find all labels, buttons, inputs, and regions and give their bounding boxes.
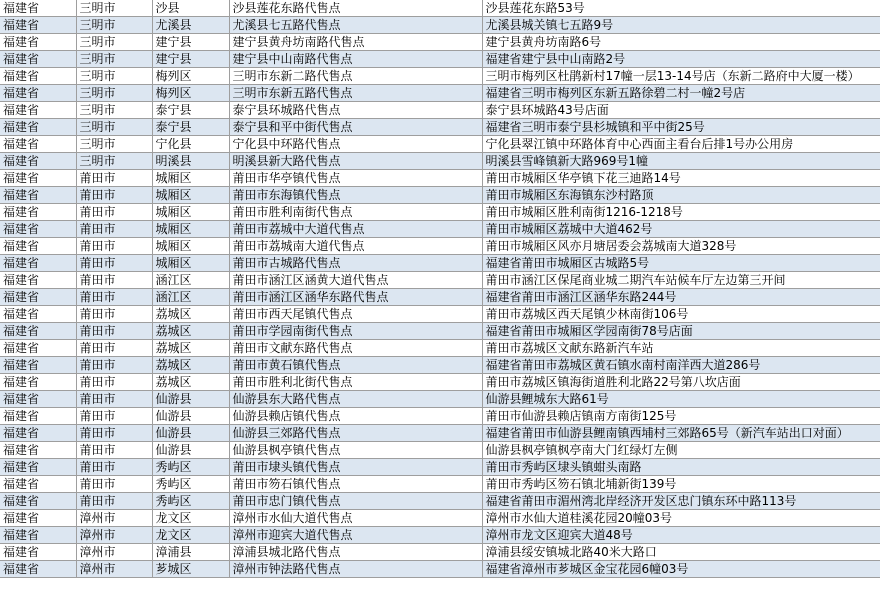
province-cell[interactable]: 福建省 (0, 17, 76, 34)
address-cell[interactable]: 尤溪县城关镇七五路9号 (482, 17, 880, 34)
province-cell[interactable]: 福建省 (0, 272, 76, 289)
city-cell[interactable]: 三明市 (76, 68, 152, 85)
table-row (0, 17, 880, 34)
table-row (0, 493, 880, 510)
province-cell[interactable]: 福建省 (0, 85, 76, 102)
outlet-name-cell[interactable]: 泰宁县环城路代售点 (229, 102, 482, 119)
address-cell[interactable]: 福建省莆田市涵江区涵华东路244号 (482, 289, 880, 306)
province-cell[interactable]: 福建省 (0, 170, 76, 187)
district-cell[interactable]: 城厢区 (152, 170, 229, 187)
table-row (0, 51, 880, 68)
city-cell[interactable]: 漳州市 (76, 544, 152, 561)
address-cell[interactable]: 福建省莆田市城厢区古城路5号 (482, 255, 880, 272)
outlet-name-cell[interactable]: 沙县莲花东路代售点 (229, 0, 482, 17)
city-cell[interactable]: 三明市 (76, 153, 152, 170)
district-cell[interactable]: 明溪县 (152, 153, 229, 170)
city-cell[interactable]: 莆田市 (76, 357, 152, 374)
district-cell[interactable]: 荔城区 (152, 374, 229, 391)
city-cell[interactable]: 三明市 (76, 17, 152, 34)
outlet-name-cell[interactable]: 莆田市涵江区涵黄大道代售点 (229, 272, 482, 289)
city-cell[interactable]: 三明市 (76, 136, 152, 153)
address-cell[interactable]: 漳州市水仙大道桂溪花园20幢03号 (482, 510, 880, 527)
table-row (0, 527, 880, 544)
outlet-name-cell[interactable]: 仙游县三郊路代售点 (229, 425, 482, 442)
city-cell[interactable]: 莆田市 (76, 408, 152, 425)
district-cell[interactable]: 荔城区 (152, 357, 229, 374)
address-cell[interactable]: 莆田市秀屿区笏石镇北埔新街139号 (482, 476, 880, 493)
table-row (0, 425, 880, 442)
city-cell[interactable]: 莆田市 (76, 238, 152, 255)
district-cell[interactable]: 宁化县 (152, 136, 229, 153)
city-cell[interactable]: 莆田市 (76, 272, 152, 289)
district-cell[interactable]: 泰宁县 (152, 102, 229, 119)
district-cell[interactable]: 荔城区 (152, 340, 229, 357)
table-row (0, 289, 880, 306)
address-cell[interactable]: 宁化县翠江镇中环路体育中心西面主看台后排1号办公用房 (482, 136, 880, 153)
outlet-name-cell[interactable]: 莆田市文献东路代售点 (229, 340, 482, 357)
province-cell[interactable]: 福建省 (0, 51, 76, 68)
outlet-name-cell[interactable]: 仙游县东大路代售点 (229, 391, 482, 408)
city-cell[interactable]: 三明市 (76, 0, 152, 17)
table-row (0, 85, 880, 102)
district-cell[interactable]: 秀屿区 (152, 493, 229, 510)
address-cell[interactable]: 仙游县枫亭镇枫亭南大门红绿灯左侧 (482, 442, 880, 459)
table-row (0, 0, 880, 17)
city-cell[interactable]: 莆田市 (76, 221, 152, 238)
province-cell[interactable]: 福建省 (0, 289, 76, 306)
district-cell[interactable]: 梅列区 (152, 68, 229, 85)
province-cell[interactable]: 福建省 (0, 136, 76, 153)
city-cell[interactable]: 三明市 (76, 85, 152, 102)
city-cell[interactable]: 莆田市 (76, 425, 152, 442)
outlet-name-cell[interactable]: 明溪县新大路代售点 (229, 153, 482, 170)
outlet-name-cell[interactable]: 漳州市迎宾大道代售点 (229, 527, 482, 544)
outlet-name-cell[interactable]: 三明市东新五路代售点 (229, 85, 482, 102)
table-row (0, 561, 880, 578)
district-cell[interactable]: 秀屿区 (152, 459, 229, 476)
district-cell[interactable]: 涵江区 (152, 272, 229, 289)
district-cell[interactable]: 梅列区 (152, 85, 229, 102)
outlet-name-cell[interactable]: 莆田市涵江区涵华东路代售点 (229, 289, 482, 306)
province-cell[interactable]: 福建省 (0, 493, 76, 510)
outlet-name-cell[interactable]: 莆田市忠门镇代售点 (229, 493, 482, 510)
province-cell[interactable]: 福建省 (0, 391, 76, 408)
district-cell[interactable]: 城厢区 (152, 238, 229, 255)
city-cell[interactable]: 莆田市 (76, 374, 152, 391)
province-cell[interactable]: 福建省 (0, 34, 76, 51)
table-row (0, 136, 880, 153)
province-cell[interactable]: 福建省 (0, 306, 76, 323)
city-cell[interactable]: 莆田市 (76, 170, 152, 187)
address-cell[interactable]: 莆田市秀屿区埭头镇蚶头南路 (482, 459, 880, 476)
district-cell[interactable]: 漳浦县 (152, 544, 229, 561)
table-row (0, 544, 880, 561)
province-cell[interactable]: 福建省 (0, 221, 76, 238)
province-cell[interactable]: 福建省 (0, 153, 76, 170)
outlet-name-cell[interactable]: 仙游县赖店镇代售点 (229, 408, 482, 425)
district-cell[interactable]: 建宁县 (152, 34, 229, 51)
province-cell[interactable]: 福建省 (0, 187, 76, 204)
district-cell[interactable]: 尤溪县 (152, 17, 229, 34)
outlet-name-cell[interactable]: 宁化县中环路代售点 (229, 136, 482, 153)
address-cell[interactable]: 泰宁县环城路43号店面 (482, 102, 880, 119)
province-cell[interactable]: 福建省 (0, 374, 76, 391)
outlet-name-cell[interactable]: 尤溪县七五路代售点 (229, 17, 482, 34)
outlet-name-cell[interactable]: 漳浦县城北路代售点 (229, 544, 482, 561)
city-cell[interactable]: 莆田市 (76, 391, 152, 408)
district-cell[interactable]: 城厢区 (152, 221, 229, 238)
outlet-name-cell[interactable]: 莆田市西天尾镇代售点 (229, 306, 482, 323)
address-cell[interactable]: 漳州市龙文区迎宾大道48号 (482, 527, 880, 544)
district-cell[interactable]: 龙文区 (152, 527, 229, 544)
district-cell[interactable]: 沙县 (152, 0, 229, 17)
outlet-name-cell[interactable]: 莆田市黄石镇代售点 (229, 357, 482, 374)
outlet-name-cell[interactable]: 莆田市古城路代售点 (229, 255, 482, 272)
district-cell[interactable]: 荔城区 (152, 306, 229, 323)
province-cell[interactable]: 福建省 (0, 255, 76, 272)
table-row (0, 34, 880, 51)
province-cell[interactable]: 福建省 (0, 68, 76, 85)
address-cell[interactable]: 建宁县黄舟坊南路6号 (482, 34, 880, 51)
district-cell[interactable]: 龙文区 (152, 510, 229, 527)
address-cell[interactable]: 莆田市城厢区东海镇东沙村路顶 (482, 187, 880, 204)
address-cell[interactable]: 福建省漳州市芗城区金宝花园6幢03号 (482, 561, 880, 578)
address-cell[interactable]: 福建省莆田市城厢区学园南街78号店面 (482, 323, 880, 340)
district-cell[interactable]: 泰宁县 (152, 119, 229, 136)
city-cell[interactable]: 莆田市 (76, 442, 152, 459)
address-cell[interactable]: 莆田市荔城区西天尾镇少林南街106号 (482, 306, 880, 323)
outlet-name-cell[interactable]: 莆田市东海镇代售点 (229, 187, 482, 204)
city-cell[interactable]: 莆田市 (76, 323, 152, 340)
province-cell[interactable]: 福建省 (0, 340, 76, 357)
district-cell[interactable]: 仙游县 (152, 442, 229, 459)
district-cell[interactable]: 涵江区 (152, 289, 229, 306)
city-cell[interactable]: 莆田市 (76, 204, 152, 221)
outlet-name-cell[interactable]: 莆田市华亭镇代售点 (229, 170, 482, 187)
district-cell[interactable]: 城厢区 (152, 204, 229, 221)
table-row (0, 357, 880, 374)
outlet-name-cell[interactable]: 莆田市荔城中大道代售点 (229, 221, 482, 238)
province-cell[interactable]: 福建省 (0, 527, 76, 544)
outlet-name-cell[interactable]: 莆田市埭头镇代售点 (229, 459, 482, 476)
province-cell[interactable]: 福建省 (0, 425, 76, 442)
city-cell[interactable]: 漳州市 (76, 561, 152, 578)
outlet-name-cell[interactable]: 莆田市荔城南大道代售点 (229, 238, 482, 255)
city-cell[interactable]: 莆田市 (76, 493, 152, 510)
address-cell[interactable]: 福建省三明市梅列区东新五路徐碧二村一幢2号店 (482, 85, 880, 102)
province-cell[interactable]: 福建省 (0, 510, 76, 527)
table-row (0, 204, 880, 221)
city-cell[interactable]: 莆田市 (76, 476, 152, 493)
address-cell[interactable]: 莆田市仙游县赖店镇南方南街125号 (482, 408, 880, 425)
district-cell[interactable]: 荔城区 (152, 323, 229, 340)
table-row (0, 459, 880, 476)
table-row (0, 153, 880, 170)
table-row (0, 119, 880, 136)
city-cell[interactable]: 三明市 (76, 34, 152, 51)
outlet-name-cell[interactable]: 莆田市胜利南街代售点 (229, 204, 482, 221)
outlet-name-cell[interactable]: 仙游县枫亭镇代售点 (229, 442, 482, 459)
city-cell[interactable]: 莆田市 (76, 459, 152, 476)
province-cell[interactable]: 福建省 (0, 102, 76, 119)
city-cell[interactable]: 莆田市 (76, 340, 152, 357)
address-cell[interactable]: 福建省莆田市荔城区黄石镇水南村南洋西大道286号 (482, 357, 880, 374)
city-cell[interactable]: 莆田市 (76, 255, 152, 272)
table-row (0, 510, 880, 527)
table-row (0, 102, 880, 119)
district-cell[interactable]: 芗城区 (152, 561, 229, 578)
table-row (0, 170, 880, 187)
outlet-name-cell[interactable]: 漳州市钟法路代售点 (229, 561, 482, 578)
outlet-name-cell[interactable]: 漳州市水仙大道代售点 (229, 510, 482, 527)
address-cell[interactable]: 莆田市城厢区荔城中大道462号 (482, 221, 880, 238)
table-row (0, 238, 880, 255)
district-cell[interactable]: 仙游县 (152, 408, 229, 425)
address-cell[interactable]: 福建省三明市泰宁县杉城镇和平中街25号 (482, 119, 880, 136)
province-cell[interactable]: 福建省 (0, 561, 76, 578)
city-cell[interactable]: 莆田市 (76, 187, 152, 204)
province-cell[interactable]: 福建省 (0, 459, 76, 476)
address-cell[interactable]: 莆田市城厢区风亦月塘居委会荔城南大道328号 (482, 238, 880, 255)
address-cell[interactable]: 福建省莆田市湄州湾北岸经济开发区忠门镇东环中路113号 (482, 493, 880, 510)
province-cell[interactable]: 福建省 (0, 119, 76, 136)
district-cell[interactable]: 建宁县 (152, 51, 229, 68)
province-cell[interactable]: 福建省 (0, 238, 76, 255)
table-row (0, 340, 880, 357)
province-cell[interactable]: 福建省 (0, 323, 76, 340)
outlet-name-cell[interactable]: 莆田市笏石镇代售点 (229, 476, 482, 493)
province-cell[interactable]: 福建省 (0, 408, 76, 425)
address-cell[interactable]: 明溪县雪峰镇新大路969号1幢 (482, 153, 880, 170)
address-cell[interactable]: 莆田市荔城区文献东路新汽车站 (482, 340, 880, 357)
address-cell[interactable]: 福建省建宁县中山南路2号 (482, 51, 880, 68)
district-cell[interactable]: 城厢区 (152, 187, 229, 204)
table-row (0, 68, 880, 85)
address-cell[interactable]: 莆田市荔城区镇海街道胜利北路22号第八坎店面 (482, 374, 880, 391)
outlet-name-cell[interactable]: 建宁县中山南路代售点 (229, 51, 482, 68)
outlet-name-cell[interactable]: 莆田市胜利北街代售点 (229, 374, 482, 391)
address-cell[interactable]: 莆田市涵江区保尾商业城二期汽车站候车厅左边第三开间 (482, 272, 880, 289)
outlet-name-cell[interactable]: 三明市东新二路代售点 (229, 68, 482, 85)
district-cell[interactable]: 城厢区 (152, 255, 229, 272)
city-cell[interactable]: 三明市 (76, 119, 152, 136)
city-cell[interactable]: 莆田市 (76, 289, 152, 306)
city-cell[interactable]: 漳州市 (76, 510, 152, 527)
address-cell[interactable]: 仙游县鲤城东大路61号 (482, 391, 880, 408)
table-row (0, 306, 880, 323)
district-cell[interactable]: 仙游县 (152, 391, 229, 408)
district-cell[interactable]: 秀屿区 (152, 476, 229, 493)
province-cell[interactable]: 福建省 (0, 442, 76, 459)
address-cell[interactable]: 漳浦县绥安镇城北路40米大路口 (482, 544, 880, 561)
city-cell[interactable]: 三明市 (76, 102, 152, 119)
table-row (0, 272, 880, 289)
table-row (0, 391, 880, 408)
table-row (0, 255, 880, 272)
table-row (0, 187, 880, 204)
table-row (0, 221, 880, 238)
city-cell[interactable]: 三明市 (76, 51, 152, 68)
province-cell[interactable]: 福建省 (0, 544, 76, 561)
address-cell[interactable]: 莆田市城厢区华亭镇下花三迪路14号 (482, 170, 880, 187)
table-row (0, 476, 880, 493)
outlet-name-cell[interactable]: 莆田市学园南街代售点 (229, 323, 482, 340)
table-row (0, 442, 880, 459)
province-cell[interactable]: 福建省 (0, 0, 76, 17)
table-row (0, 374, 880, 391)
address-cell[interactable]: 莆田市城厢区胜利南街1216-1218号 (482, 204, 880, 221)
city-cell[interactable]: 莆田市 (76, 306, 152, 323)
province-cell[interactable]: 福建省 (0, 357, 76, 374)
address-cell[interactable]: 福建省莆田市仙游县鲤南镇西埔村三郊路65号（新汽车站出口对面） (482, 425, 880, 442)
outlet-name-cell[interactable]: 泰宁县和平中街代售点 (229, 119, 482, 136)
city-cell[interactable]: 漳州市 (76, 527, 152, 544)
district-cell[interactable]: 仙游县 (152, 425, 229, 442)
outlet-name-cell[interactable]: 建宁县黄舟坊南路代售点 (229, 34, 482, 51)
table-row (0, 408, 880, 425)
address-cell[interactable]: 三明市梅列区杜鹃新村17幢一层13-14号店（东新二路府中大厦一楼） (482, 68, 880, 85)
address-cell[interactable]: 沙县莲花东路53号 (482, 0, 880, 17)
province-cell[interactable]: 福建省 (0, 204, 76, 221)
table-row (0, 323, 880, 340)
province-cell[interactable]: 福建省 (0, 476, 76, 493)
